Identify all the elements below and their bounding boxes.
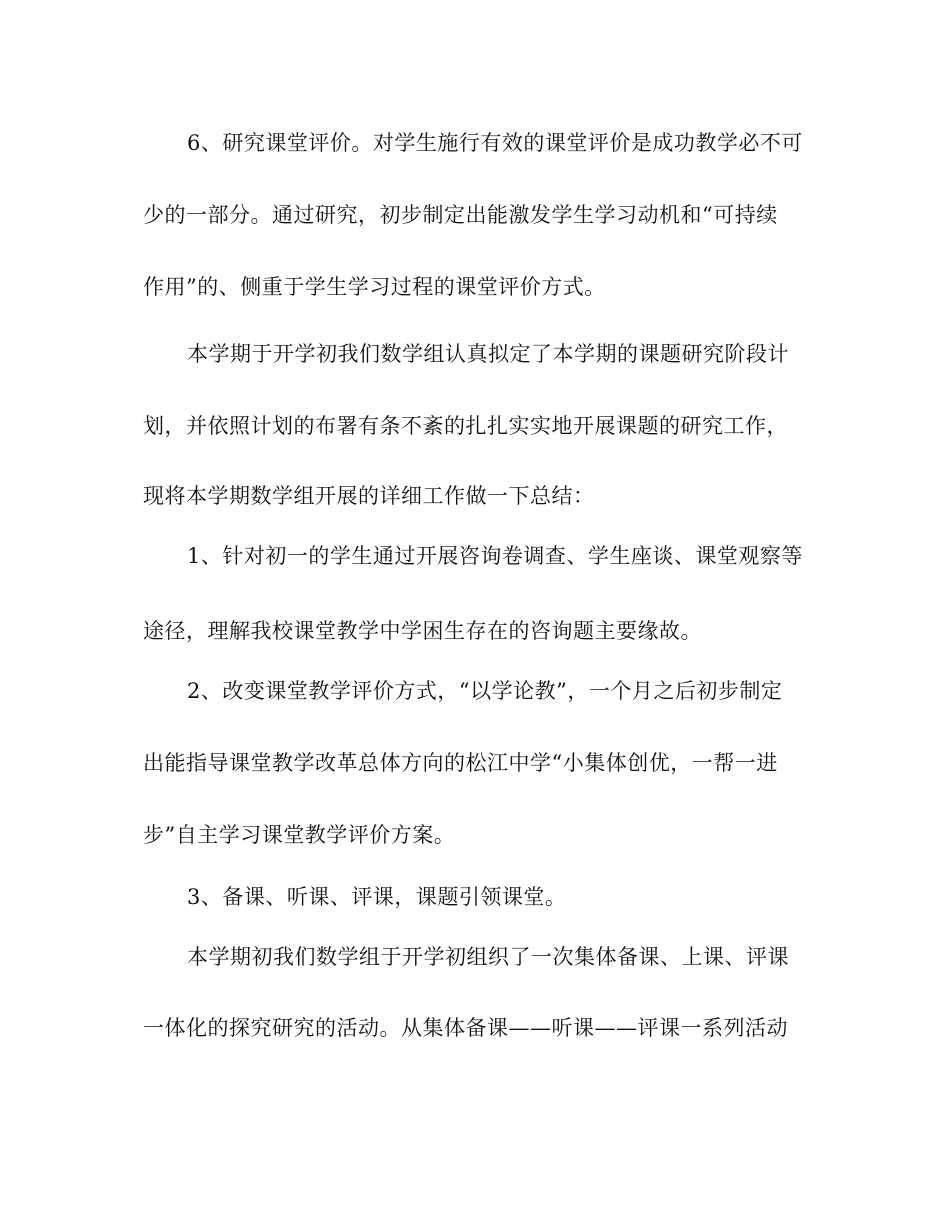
paragraph-line: 一体化的探究研究的活动。从集体备课——听课——评课一系列活动 (143, 1016, 788, 1040)
paragraph-line: 1、针对初一的学生通过开展咨询卷调查、学生座谈、课堂观察等 (187, 544, 803, 568)
paragraph-line: 步”自主学习课堂教学评价方案。 (143, 823, 456, 847)
paragraph-line: 途径，理解我校课堂教学中学困生存在的咨询题主要缘故。 (143, 619, 702, 643)
paragraph-line: 出能指导课堂教学改革总体方向的松江中学“小集体创优，一帮一进 (143, 751, 778, 775)
paragraph-line: 本学期于开学初我们数学组认真拟定了本学期的课题研究阶段计 (187, 342, 789, 366)
paragraph-line: 作用”的、侧重于学生学习过程的课堂评价方式。 (143, 275, 606, 299)
paragraph-line: 2、改变课堂教学评价方式，“以学论教”，一个月之后初步制定 (187, 679, 783, 703)
paragraph-line: 6、研究课堂评价。对学生施行有效的课堂评价是成功教学必不可 (187, 131, 803, 155)
paragraph-line: 少的一部分。通过研究，初步制定出能激发学生学习动机和“可持续 (143, 203, 778, 227)
paragraph-line: 现将本学期数学组开展的详细工作做一下总结： (143, 484, 595, 508)
paragraph-line: 3、备课、听课、评课，课题引领课堂。 (187, 885, 567, 909)
paragraph-line: 本学期初我们数学组于开学初组织了一次集体备课、上课、评课 (187, 945, 789, 969)
paragraph-line: 划，并依照计划的布署有条不紊的扎扎实实地开展课题的研究工作， (143, 414, 788, 438)
